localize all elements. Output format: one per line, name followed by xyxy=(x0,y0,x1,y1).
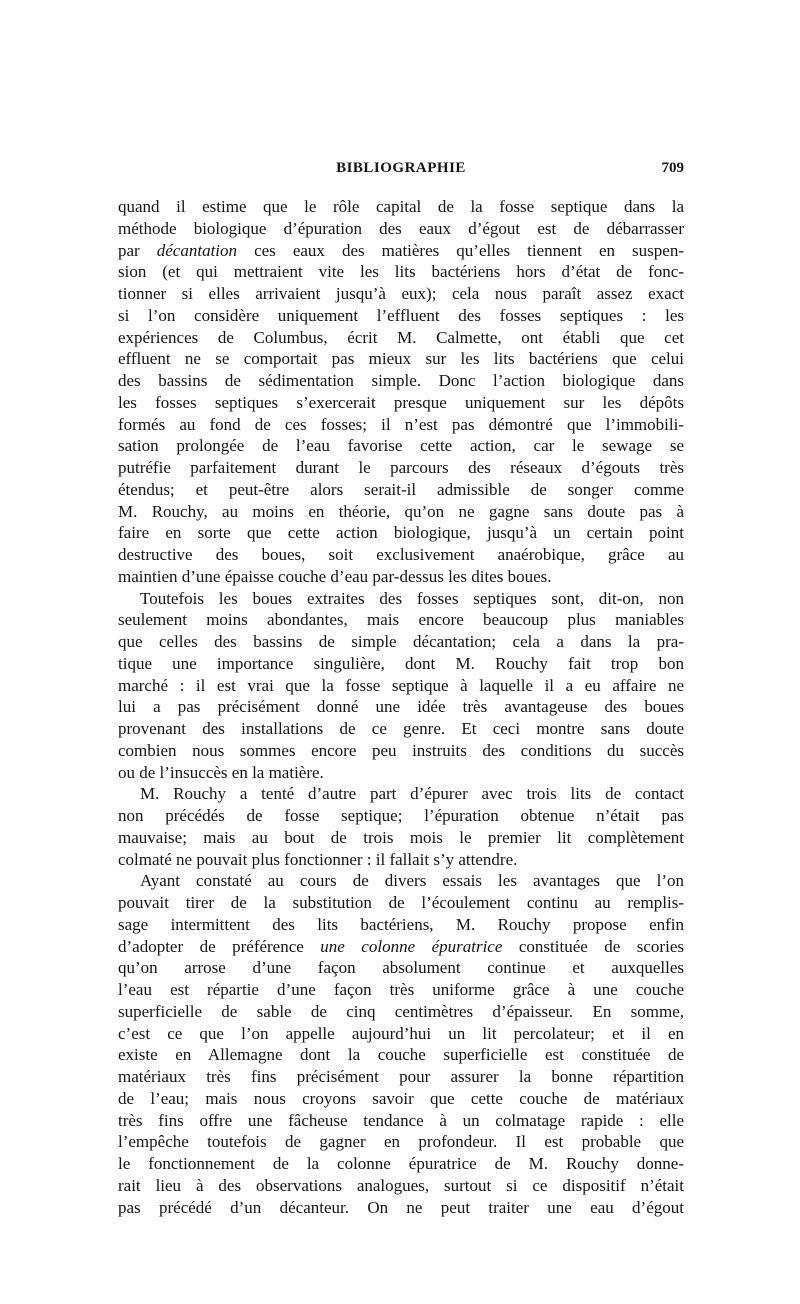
text-line xyxy=(118,1197,684,1219)
text-run: quand il estime que le rôle capital de la fosse septique dans la xyxy=(118,197,684,216)
text-run: expériences de Columbus, écrit M. Calmette, ont établi que cet xyxy=(118,327,684,347)
text-line xyxy=(118,1044,684,1066)
body-text xyxy=(118,196,684,1218)
text-run: tionner si elles arrivaient jusqu’à eux); cela nous paraît assez exact xyxy=(118,284,684,303)
text-run: l’eau est répartie d’une façon très uniforme grâce à une couche xyxy=(118,980,684,999)
text-line xyxy=(118,457,684,479)
text-run: par xyxy=(118,240,157,260)
text-line xyxy=(118,849,684,871)
text-run: méthode biologique d’épuration des eaux d’égout est de débarrasser xyxy=(118,218,684,238)
text-line xyxy=(118,1131,684,1153)
text-line xyxy=(118,892,684,914)
paragraph xyxy=(118,783,684,870)
text-line xyxy=(118,762,684,784)
text-line xyxy=(118,544,684,566)
text-line xyxy=(118,261,684,283)
text-line xyxy=(118,501,684,523)
text-line xyxy=(118,435,684,457)
text-line xyxy=(118,914,684,936)
text-line xyxy=(118,196,684,218)
text-line xyxy=(118,327,684,349)
text-line xyxy=(118,566,684,588)
text-line xyxy=(118,675,684,697)
text-line xyxy=(118,1023,684,1045)
text-run: pas précédé d’un décanteur. On ne peut traiter une eau d’égout xyxy=(118,1197,684,1217)
text-line xyxy=(118,870,684,892)
text-line xyxy=(118,1110,684,1132)
text-run: putréfie parfaitement durant le parcours des réseaux d’égouts très xyxy=(118,458,684,477)
text-line xyxy=(118,740,684,762)
text-run: très fins offre une fâcheuse tendance à un colmatage rapide : elle xyxy=(118,1110,684,1130)
text-run: l’empêche toutefois de gagner en profondeur. Il est probable que xyxy=(118,1132,684,1152)
text-run: pouvait tirer de la substitution de l’écoulement continu au remplis- xyxy=(118,893,684,912)
running-head xyxy=(118,160,684,184)
text-line xyxy=(118,783,684,805)
text-line xyxy=(118,979,684,1001)
text-run: Toutefois les boues extraites des fosses septiques sont, dit-on, non xyxy=(140,588,684,608)
text-run: sion (et qui mettraient vite les lits bactériens hors d’état de fonc- xyxy=(118,262,684,282)
text-run: combien nous sommes encore peu instruits des conditions du succès xyxy=(118,740,684,760)
paragraph xyxy=(118,870,684,1218)
text-run: colmaté ne pouvait plus fonctionner : il fallait s’y attendre. xyxy=(118,849,518,869)
text-line xyxy=(118,1175,684,1197)
text-line xyxy=(118,609,684,631)
text-run: le fonctionnement de la colonne épuratrice de M. Rouchy donne- xyxy=(118,1154,684,1173)
text-run: formés au fond de ces fosses; il n’est pas démontré que l’immobili- xyxy=(118,414,684,434)
text-run: ou de l’insuccès en la matière. xyxy=(118,762,324,782)
text-line xyxy=(118,1001,684,1023)
text-line xyxy=(118,218,684,240)
paragraph xyxy=(118,196,684,588)
text-run: de l’eau; mais nous croyons savoir que cette couche de matériaux xyxy=(118,1088,684,1108)
italic-text: décantation xyxy=(156,240,238,260)
text-run: sage intermittent des lits bactériens, M. Rouchy propose enfin xyxy=(118,914,684,934)
text-line xyxy=(118,240,684,262)
text-run: constituée de scories xyxy=(502,936,684,956)
text-run: si l’on considère uniquement l’effluent des fosses septiques : les xyxy=(118,305,684,325)
text-line xyxy=(118,370,684,392)
text-line xyxy=(118,1066,684,1088)
text-run: les fosses septiques s’exercerait presque uniquement sur les dépôts xyxy=(118,392,684,412)
text-line xyxy=(118,414,684,436)
text-run: Ayant constaté au cours de divers essais les avantages que l’on xyxy=(140,871,684,891)
text-run: seulement moins abondantes, mais encore beaucoup plus maniables xyxy=(118,610,684,630)
text-run: maintien d’une épaisse couche d’eau par-dessus les dites boues. xyxy=(118,566,552,586)
text-line xyxy=(118,348,684,370)
text-run: des bassins de sédimentation simple. Donc l’action biologique dans xyxy=(118,371,684,390)
page-number: 709 xyxy=(661,160,684,176)
text-line xyxy=(118,957,684,979)
text-line xyxy=(118,718,684,740)
text-run: non précédés de fosse septique; l’épuration obtenue n’était pas xyxy=(118,806,684,825)
text-run: matériaux très fins précisément pour assurer la bonne répartition xyxy=(118,1067,684,1086)
text-run: lui a pas précisément donné une idée très avantageuse des boues xyxy=(118,697,684,717)
text-line xyxy=(118,588,684,610)
text-run: existe en Allemagne dont la couche superficielle est constituée de xyxy=(118,1045,684,1065)
text-run: rait lieu à des observations analogues, surtout si ce dispositif n’était xyxy=(118,1175,684,1195)
text-run: sation prolongée de l’eau favorise cette action, car le sewage se xyxy=(118,436,684,456)
text-run: faire en sorte que cette action biologique, jusqu’à un certain point xyxy=(118,523,684,543)
text-run: ces eaux des matières qu’elles tiennent en suspen- xyxy=(237,240,684,260)
text-run: effluent ne se comportait pas mieux sur les lits bactériens que celui xyxy=(118,349,684,369)
text-run: tique une importance singulière, dont M. Rouchy fait trop bon xyxy=(118,653,684,673)
text-run: étendus; et peut-être alors serait-il admissible de songer comme xyxy=(118,479,684,499)
text-run: mauvaise; mais au bout de trois mois le premier lit complètement xyxy=(118,827,684,847)
text-run: marché : il est vrai que la fosse septique à laquelle il a eu affaire ne xyxy=(118,675,684,695)
text-line xyxy=(118,696,684,718)
text-run: M. Rouchy, au moins en théorie, qu’on ne gagne sans doute pas à xyxy=(118,501,684,521)
text-line xyxy=(118,1153,684,1175)
text-run: superficielle de sable de cinq centimètres d’épaisseur. En somme, xyxy=(118,1001,684,1021)
text-line xyxy=(118,479,684,501)
text-run: M. Rouchy a tenté d’autre part d’épurer avec trois lits de contact xyxy=(140,784,684,804)
text-line xyxy=(118,936,684,958)
text-line xyxy=(118,631,684,653)
running-head-title: BIBLIOGRAPHIE xyxy=(336,160,466,176)
text-line xyxy=(118,827,684,849)
text-run: qu’on arrose d’une façon absolument continue et auxquelles xyxy=(118,958,684,978)
text-line xyxy=(118,392,684,414)
text-run: provenant des installations de ce genre. Et ceci montre sans doute xyxy=(118,719,684,738)
text-run: destructive des boues, soit exclusivement anaérobique, grâce au xyxy=(118,545,684,564)
text-line xyxy=(118,1088,684,1110)
text-run: d’adopter de préférence xyxy=(118,936,321,956)
italic-text: une colonne épuratrice xyxy=(320,936,503,956)
text-line xyxy=(118,283,684,305)
text-line xyxy=(118,305,684,327)
text-run: que celles des bassins de simple décantation; cela a dans la pra- xyxy=(118,632,684,651)
text-line xyxy=(118,522,684,544)
paragraph xyxy=(118,588,684,784)
text-run: c’est ce que l’on appelle aujourd’hui un lit percolateur; et il en xyxy=(118,1023,684,1043)
text-line xyxy=(118,653,684,675)
text-line xyxy=(118,805,684,827)
